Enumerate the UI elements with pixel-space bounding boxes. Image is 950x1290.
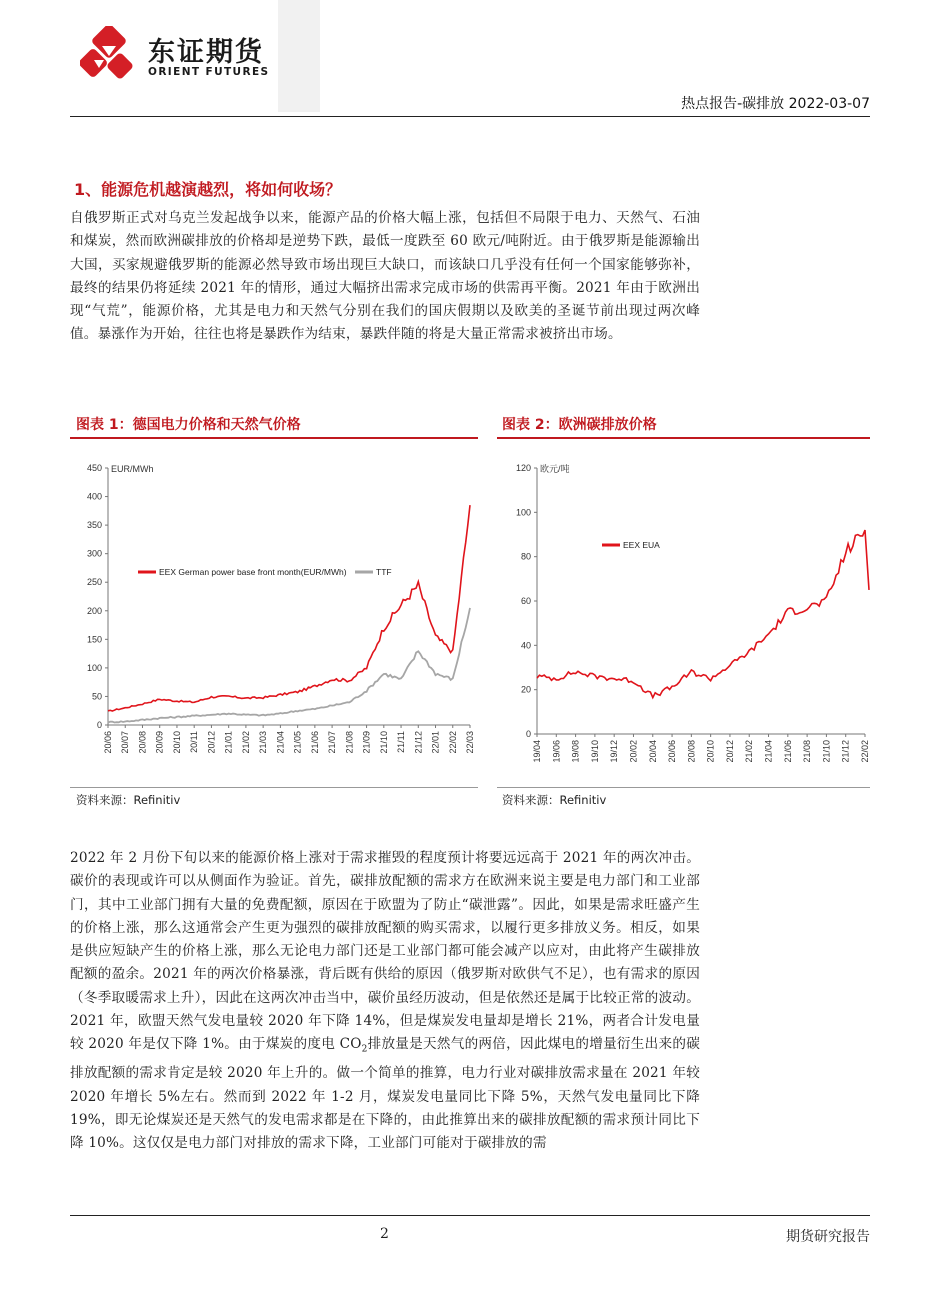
chart-1-x-tick: 20/07 bbox=[120, 731, 131, 754]
chart-2-x-tick: 20/06 bbox=[667, 740, 678, 763]
chart-1-y-tick: 0 bbox=[96, 720, 102, 730]
chart-2-x-tick: 19/06 bbox=[551, 740, 562, 763]
chart-2-x-tick: 20/02 bbox=[628, 740, 639, 763]
chart-1-legend-label: EEX German power base front month(EUR/MWh) bbox=[159, 567, 347, 577]
chart-2-x-tick: 19/12 bbox=[609, 740, 620, 763]
logo-cn: 东证期货 bbox=[148, 37, 264, 68]
chart-1-x-tick: 21/04 bbox=[275, 731, 286, 754]
paragraph-1: 自俄罗斯正式对乌克兰发起战争以来，能源产品的价格大幅上涨，包括但不局限于电力、天然气、石油和煤炭，然而欧洲碳排放的价格却是逆势下跌，最低一度跌至 60 欧元/吨附近。由于俄罗斯是能源输出大国，买家规避俄罗斯的能源必然导致市场出现巨大缺口，而该缺口几乎没有任何一个国家能够弥补，最终的结果仍将延续 2021 年的情形，通过大幅挤出需求完成市场的供需再平衡。2021 年由于欧洲出现“气荒”，能源价格，尤其是电力和天然气分别在我们的国庆假期以及欧美的圣诞节前出现过两次峰值。暴涨作为开始，往往也将是暴跌作为结束，暴跌伴随的将是大量正常需求被挤出市场。 bbox=[70, 210, 700, 343]
chart-2-x-tick: 19/10 bbox=[589, 740, 600, 763]
chart-1-x-tick: 21/12 bbox=[413, 731, 424, 754]
chart-1-x-tick: 21/05 bbox=[292, 731, 303, 754]
footer-divider bbox=[70, 1215, 870, 1216]
chart-2-y-tick: 20 bbox=[520, 684, 531, 695]
orient-futures-logo-icon bbox=[80, 26, 140, 84]
fig1-title: 图表 1：德国电力价格和天然气价格 bbox=[76, 417, 301, 433]
chart-1-y-tick: 200 bbox=[86, 605, 102, 616]
chart-1-x-tick: 21/07 bbox=[327, 731, 338, 754]
chart-1-x-tick: 21/03 bbox=[258, 731, 269, 754]
chart-1-y-tick: 150 bbox=[86, 634, 102, 645]
chart-1-y-tick: 250 bbox=[86, 577, 102, 588]
chart-1-x-tick: 22/03 bbox=[465, 731, 475, 754]
chart-1-x-tick: 21/10 bbox=[378, 731, 389, 754]
header-grey-block bbox=[278, 0, 320, 112]
fig1-source-divider bbox=[70, 787, 478, 788]
chart-2-unit-label: 欧元/吨 bbox=[540, 464, 570, 474]
chart-1-x-tick: 20/09 bbox=[154, 731, 165, 754]
chart-2-y-tick: 120 bbox=[515, 463, 531, 473]
chart-1-unit-label: EUR/MWh bbox=[111, 464, 154, 474]
chart-2-y-tick: 0 bbox=[525, 729, 531, 739]
chart-1-x-tick: 21/06 bbox=[309, 731, 320, 754]
chart-2-y-tick: 100 bbox=[515, 507, 531, 518]
co2-subscript: 2 bbox=[361, 1045, 368, 1056]
fig1-chart bbox=[70, 450, 478, 785]
chart-1-x-tick: 21/01 bbox=[223, 731, 234, 754]
fig2-title-underline bbox=[497, 437, 870, 439]
logo-en: ORIENT FUTURES bbox=[148, 66, 270, 78]
chart-1-x-tick: 21/02 bbox=[240, 731, 251, 754]
chart-1-y-tick: 350 bbox=[86, 520, 102, 531]
chart-2-x-tick: 21/10 bbox=[821, 740, 832, 763]
fig1-source: 资料来源：Refinitiv bbox=[76, 793, 181, 807]
chart-1-x-tick: 20/08 bbox=[137, 731, 148, 754]
page-number: 2 bbox=[380, 1226, 389, 1242]
fig2-title: 图表 2：欧洲碳排放价格 bbox=[502, 417, 657, 433]
chart-1-y-tick: 100 bbox=[86, 662, 102, 673]
chart-1-x-tick: 22/01 bbox=[430, 731, 441, 754]
chart-2-x-tick: 21/08 bbox=[802, 740, 813, 763]
chart-2-x-tick: 21/12 bbox=[840, 740, 851, 763]
chart-2-legend-label: EEX EUA bbox=[623, 540, 660, 550]
chart-2-y-tick: 40 bbox=[520, 640, 531, 651]
chart-2-x-tick: 19/08 bbox=[570, 740, 581, 763]
chart-2-x-tick: 21/02 bbox=[744, 740, 755, 763]
chart-2-x-tick: 21/04 bbox=[763, 740, 774, 763]
chart-2-y-tick: 60 bbox=[520, 596, 531, 606]
paragraph-2 bbox=[70, 847, 700, 1156]
chart-2-x-tick: 21/06 bbox=[782, 740, 793, 763]
section-title: 1、能源危机越演越烈，将如何收场？ bbox=[74, 180, 342, 199]
chart-2-x-tick: 20/10 bbox=[705, 740, 716, 763]
chart-1-series-line bbox=[108, 608, 470, 723]
chart-1-x-tick: 21/09 bbox=[361, 731, 372, 754]
report-label: 热点报告-碳排放 2022-03-07 bbox=[681, 96, 870, 112]
chart-2-series-line bbox=[537, 530, 869, 698]
footer-label: 期货研究报告 bbox=[786, 1229, 870, 1245]
chart-2-x-tick: 19/04 bbox=[532, 740, 542, 763]
header-divider bbox=[70, 116, 870, 117]
fig2-source-divider bbox=[497, 787, 870, 788]
chart-1-x-tick: 21/08 bbox=[344, 731, 355, 754]
chart-1-y-tick: 50 bbox=[91, 691, 102, 702]
chart-2-x-tick: 20/08 bbox=[686, 740, 697, 763]
chart-1-x-tick: 22/02 bbox=[447, 731, 458, 754]
chart-1-y-tick: 450 bbox=[86, 463, 102, 473]
chart-1-y-tick: 400 bbox=[86, 491, 102, 502]
fig2-chart bbox=[497, 450, 870, 785]
paragraph-2-part-b: 排放量是天然气的两倍，因此煤电的增量衍生出来的碳排放配额的需求肯定是较 2020 年上升的。做一个简单的推算，电力行业对碳排放需求量在 2021 年较 2020 年增长 5%左右。然而到 2022 年 1-2 月，煤炭发电量同比下降 5%，天然气发电量同比下降 19%，即无论煤炭还是天然气的发电需求都是在下降的，由此推算出来的碳排放配额的需求预计同比下降 10%。这仅仅是电力部门对排放的需求下降，工业部门可能对于碳排放的需 bbox=[70, 1036, 700, 1152]
chart-2-y-tick: 80 bbox=[520, 551, 531, 562]
chart-1-x-tick: 20/06 bbox=[103, 731, 113, 754]
paragraph-2-part-a: 2022 年 2 月份下旬以来的能源价格上涨对于需求摧毁的程度预计将要远远高于 2021 年的两次冲击。碳价的表现或许可以从侧面作为验证。首先，碳排放配额的需求方在欧洲来说主要是电力部门和工业部门，其中工业部门拥有大量的免费配额，原因在于欧盟为了防止“碳泄露”。因此，如果是需求旺盛产生的价格上涨，那么这通常会产生更为强烈的碳排放配额的购买需求，以履行更多排放义务。相反，如果是供应短缺产生的价格上涨，那么无论电力部门还是工业部门都可能会减产以应对，由此将产生碳排放配额的盈余。2021 年的两次价格暴涨，背后既有供给的原因（俄罗斯对欧供气不足），也有需求的原因（冬季取暖需求上升），因此在这两次冲击当中，碳价虽经历波动，但是依然还是属于比较正常的波动。2021 年，欧盟天然气发电量较 2020 年下降 14%，但是煤炭发电量却是增长 21%，两者合计发电量较 2020 年是仅下降 1%。由于煤炭的度电 CO bbox=[70, 850, 700, 1053]
chart-1-legend-label: TTF bbox=[376, 567, 392, 577]
chart-1-x-tick: 20/11 bbox=[189, 731, 200, 753]
chart-1-x-tick: 20/10 bbox=[171, 731, 182, 754]
chart-1-y-tick: 300 bbox=[86, 548, 102, 559]
chart-1-series-line bbox=[108, 505, 470, 711]
chart-2-x-tick: 22/02 bbox=[860, 740, 870, 763]
chart-2-x-tick: 20/12 bbox=[724, 740, 735, 763]
chart-1-x-tick: 21/11 bbox=[396, 731, 407, 753]
chart-1-x-tick: 20/12 bbox=[206, 731, 217, 754]
chart-2-x-tick: 20/04 bbox=[647, 740, 658, 763]
fig1-title-underline bbox=[70, 437, 478, 439]
fig2-source: 资料来源：Refinitiv bbox=[502, 793, 607, 807]
